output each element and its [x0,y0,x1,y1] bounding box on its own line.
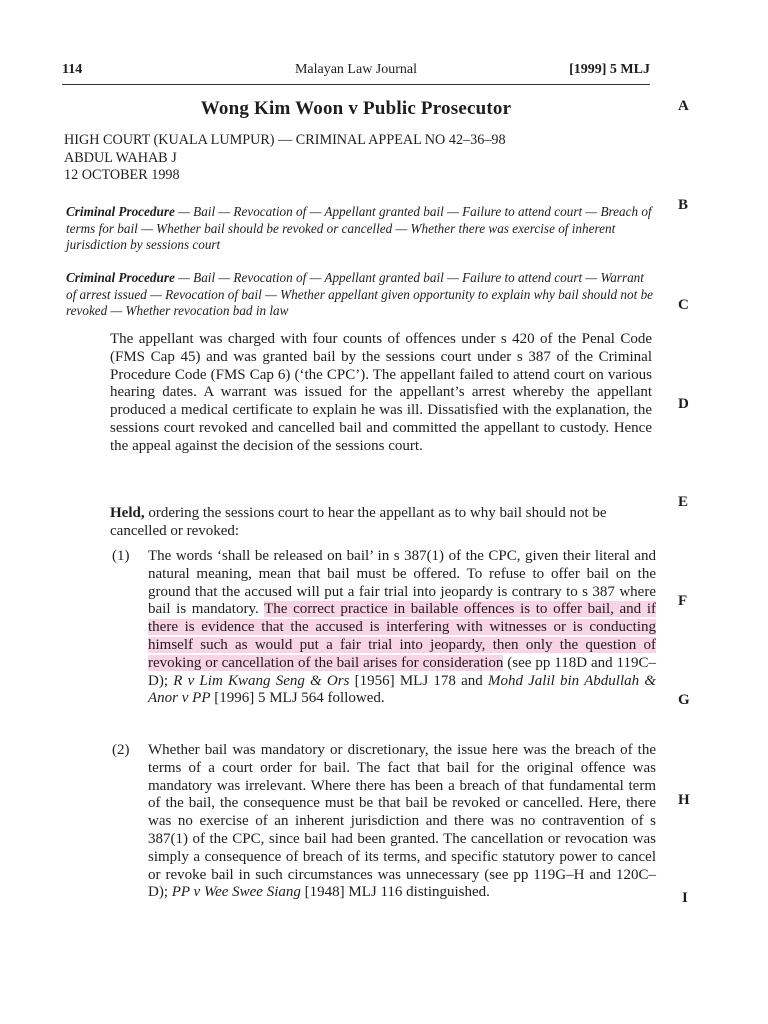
page-number: 114 [62,62,83,77]
holding-text-part: (see pp 118D and 119C–D); [148,654,656,689]
header-rule [62,84,650,85]
margin-letter-e: E [678,494,689,510]
judge-line: ABDUL WAHAB J [64,149,177,166]
holding-text-part: [1948] MLJ 116 distinguished. [300,884,490,901]
running-head [62,62,650,80]
margin-letter-g: G [678,692,690,708]
catchword-lead: Criminal Procedure [66,270,175,285]
date-line: 12 OCTOBER 1998 [64,167,180,183]
margin-letter-b: B [678,197,689,213]
holding-text-part: [1956] MLJ 178 and [349,672,488,689]
journal-citation: [1999] 5 MLJ [569,62,650,77]
holding-text [148,548,656,708]
margin-letter-d: D [678,396,689,412]
holding-number: (1) [112,548,130,564]
held-paragraph [110,505,652,541]
court-details [64,132,506,185]
case-name: R v Lim Kwang Seng & Ors [173,672,350,689]
catchwords-1 [66,204,654,254]
holding-text-part: The words ‘shall be released on bail’ in s 387(1) of the CPC, given their literal and natural meaning, mean that bail must be offered. To refuse to offer bail on the ground that the accused will put a fair trial into jeopardy is contrary to s 387 where bail is mandatory. [148,548,656,618]
holding-text-part: [1996] 5 MLJ 564 followed. [210,690,385,707]
case-title: Wong Kim Woon v Public Prosecutor [200,98,512,119]
catchword-text: — Bail — Revocation of — Appellant granted bail — Failure to attend court — Warrant of arrest issued — Revocation of bail — Whether appellant given opportunity to explain why bail should not be revoked — Whether revocation bad in law [66,270,654,318]
highlighted-passage: The correct practice in bailable offences is to offer bail, and if there is evidence that the accused is interfering with witnesses or is conducting himself such as would put a fair trial into jeopardy, then only the question of revoking or cancellation of the bail arises for consideration [148,601,656,671]
holding-text [148,742,656,902]
held-text: ordering the sessions court to hear the appellant as to why bail should not be cancelled or revoked: [110,505,607,539]
margin-letter-a: A [678,98,689,114]
margin-letter-f: F [678,593,688,609]
facts-paragraph: The appellant was charged with four counts of offences under s 420 of the Penal Code (FMS Cap 45) and was granted bail by the sessions court under s 387 of the Criminal Procedure Code (FMS Cap 6) (‘the CPC’). The appellant failed to attend court on various hearing dates. A warrant was issued for the appellant’s arrest whereby the appellant produced a medical certificate to explain he was ill. Dissatisfied with the explanation, the sessions court revoked and cancelled bail and committed the appellant to custody. Hence the appeal against the decision of the sessions court. [110,331,652,454]
court-line: HIGH COURT (KUALA LUMPUR) — CRIMINAL APPEAL NO 42–36–98 [64,132,506,148]
margin-letter-h: H [678,792,690,808]
margin-letter-c: C [678,297,689,313]
margin-letter-i: I [682,890,688,906]
case-name: PP v Wee Swee Siang [171,884,301,901]
catchword-lead: Criminal Procedure [66,204,175,219]
journal-name: Malayan Law Journal [294,62,418,77]
catchwords-2 [66,270,654,320]
holding-text-part: Whether bail was mandatory or discretionary, the issue here was the breach of the terms of a court order for bail. The fact that bail for the original offence was mandatory was irrelevant. Where there has been a breach of that fundamental term of the bail, the consequence must be that bail be revoked or cancelled. Here, there was no exercise of an inherent jurisdiction and there was no contravention of s 387(1) of the CPC, since bail had been granted. The cancellation or revocation was simply a consequence of breach of its terms, and specific statutory power to cancel or revoke bail in such circumstances was unnecessary (see pp 119G–H and 120C–D); [148,742,656,901]
holding-2 [112,742,656,962]
case-name: Mohd Jalil bin Abdullah & Anor v PP [148,672,656,707]
catchword-text: — Bail — Revocation of — Appellant granted bail — Failure to attend court — Breach of terms for bail — Whether bail should be revoked or cancelled — Whether there was exercise of inherent jurisdiction by sessions court [66,204,652,252]
holding-number: (2) [112,742,130,758]
held-label: Held, [110,505,145,521]
holding-1 [112,548,656,760]
